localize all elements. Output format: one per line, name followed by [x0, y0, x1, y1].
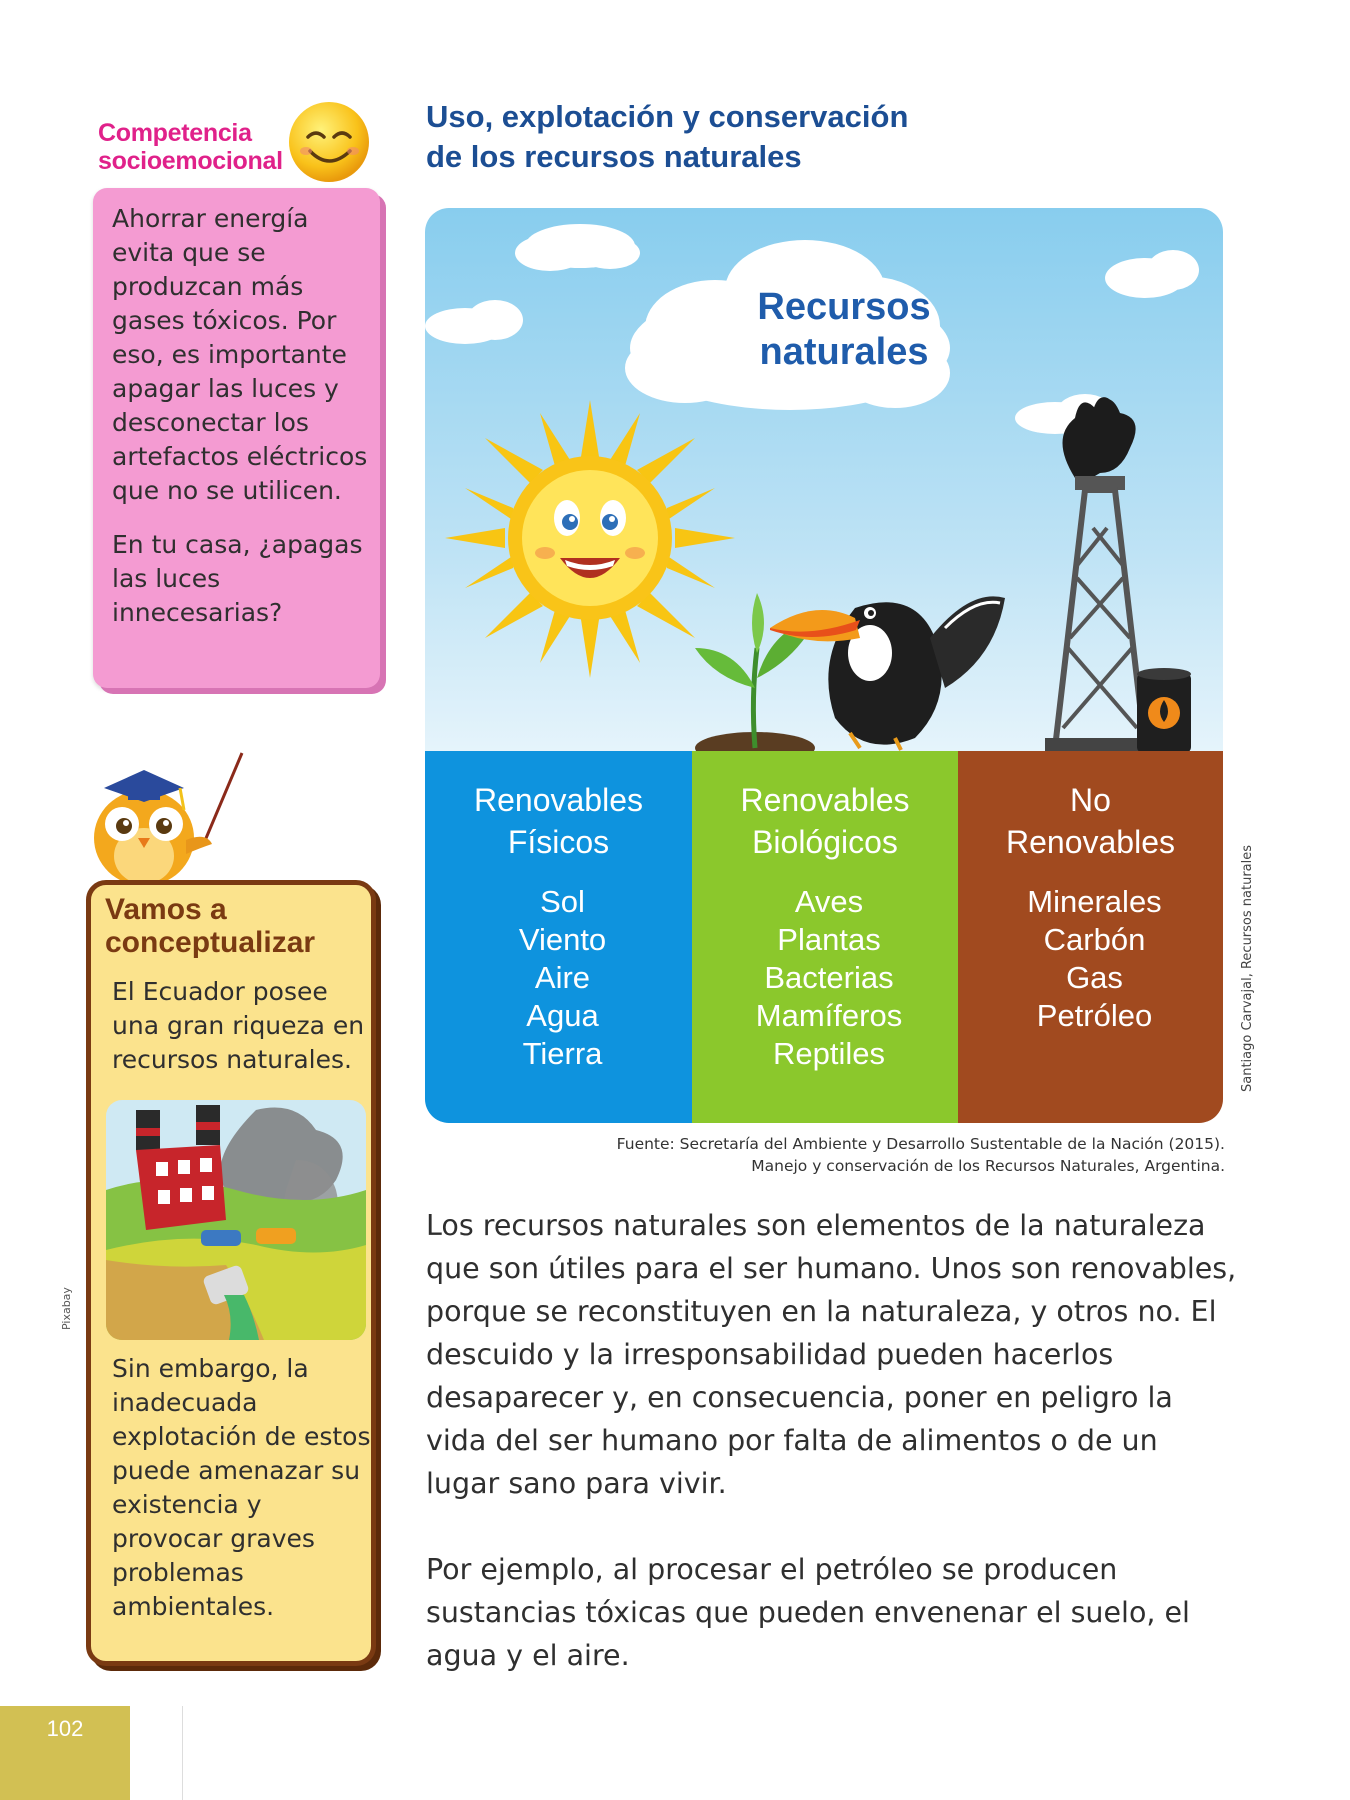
body-paragraph-1: Los recursos naturales son elementos de la naturaleza que son útiles para el ser humano. Unos son renovables, porque se reconstituyen en la naturaleza, y otros no. El descuido y la irresponsabilidad pueden hacerlos desaparecer y, en consecuencia, poner en peligro la vida del ser humano por falta de alimentos o de un lugar sano para vivir.: [426, 1209, 1237, 1500]
column-header: [958, 779, 1223, 863]
vamos-more: Sin embargo, la inadecuada explotación de estos puede amenazar su existencia y provocar graves problemas ambientales.: [112, 1354, 371, 1621]
source-citation: [480, 1133, 1225, 1177]
column-header-line2: Renovables: [1006, 824, 1175, 860]
competencia-title-line2: socioemocional: [98, 147, 283, 175]
list-item: Reptiles: [773, 1036, 885, 1071]
competencia-paragraph-1: Ahorrar energía evita que se produzcan más gases tóxicos. Por eso, es importante apagar las luces y desconectar los artefactos eléctricos que no se utilicen.: [112, 204, 368, 505]
list-item: Aves: [794, 884, 864, 919]
column-header-line1: Renovables: [474, 782, 643, 818]
list-item: Viento: [518, 922, 607, 957]
list-item: Mamíferos: [755, 998, 903, 1033]
list-item: Minerales: [1027, 884, 1162, 919]
graduate-owl-icon: [84, 748, 254, 898]
source-line2: Manejo y conservación de los Recursos Naturales, Argentina.: [751, 1157, 1225, 1175]
body-paragraph-2: Por ejemplo, al procesar el petróleo se producen sustancias tóxicas que pueden envenenar el suelo, el agua y el aire.: [426, 1553, 1190, 1672]
section-title-line1: Uso, explotación y conservación: [426, 99, 909, 134]
page-number: 102: [46, 1716, 84, 1741]
infographic-credit: Santiago Carvajal, Recursos naturales: [1240, 844, 1255, 1092]
column-no-renovables: [958, 751, 1223, 1123]
polluting-factory-illustration: [106, 1100, 366, 1340]
column-header: [425, 779, 692, 863]
section-title-line2: de los recursos naturales: [426, 139, 802, 174]
smiley-face-icon: [286, 99, 372, 185]
competencia-title-line1: Competencia: [98, 119, 252, 147]
column-header-line1: No: [1070, 782, 1111, 818]
column-header-line2: Físicos: [507, 824, 610, 860]
infographic-title-line1: Recursos: [757, 286, 931, 328]
column-header-line1: Renovables: [740, 782, 910, 818]
vamos-title: [105, 893, 315, 959]
list-item: Agua: [526, 998, 599, 1033]
list-item: Plantas: [777, 922, 881, 957]
column-renovables-biologicos: [692, 751, 958, 1123]
infographic-title-line2: naturales: [759, 331, 929, 373]
toucan-illustration: [770, 596, 1005, 750]
list-item: Sol: [540, 884, 585, 919]
oil-barrel-illustration: [1137, 668, 1191, 753]
column-header: [692, 779, 958, 863]
list-item: Petróleo: [1036, 998, 1153, 1033]
list-item: Aire: [534, 960, 591, 995]
footer-divider: [182, 1706, 183, 1800]
list-item: Bacterias: [764, 960, 894, 995]
vamos-title-line2: conceptualizar: [105, 926, 316, 959]
source-line1: Fuente: Secretaría del Ambiente y Desarrollo Sustentable de la Nación (2015).: [616, 1135, 1225, 1153]
body-text: [426, 1204, 1238, 1720]
column-renovables-fisicos: [425, 751, 692, 1123]
vamos-title-line1: Vamos a: [105, 893, 227, 926]
column-items: [692, 883, 958, 1073]
column-header-line2: Biológicos: [752, 824, 898, 860]
list-item: Gas: [1066, 960, 1123, 995]
list-item: Carbón: [1043, 922, 1146, 957]
infographic-title: [700, 285, 988, 375]
vamos-intro: El Ecuador posee una gran riqueza en recursos naturales.: [112, 977, 365, 1074]
image-credit: Pixabay: [60, 1287, 73, 1330]
sun-illustration: [445, 400, 735, 678]
competencia-title: [98, 119, 283, 175]
column-items: [425, 883, 692, 1073]
section-title: [426, 97, 908, 177]
column-items: [958, 883, 1223, 1035]
competencia-paragraph-2: En tu casa, ¿apagas las luces innecesarias?: [112, 530, 363, 627]
competencia-text: [112, 202, 372, 650]
list-item: Tierra: [522, 1036, 603, 1071]
